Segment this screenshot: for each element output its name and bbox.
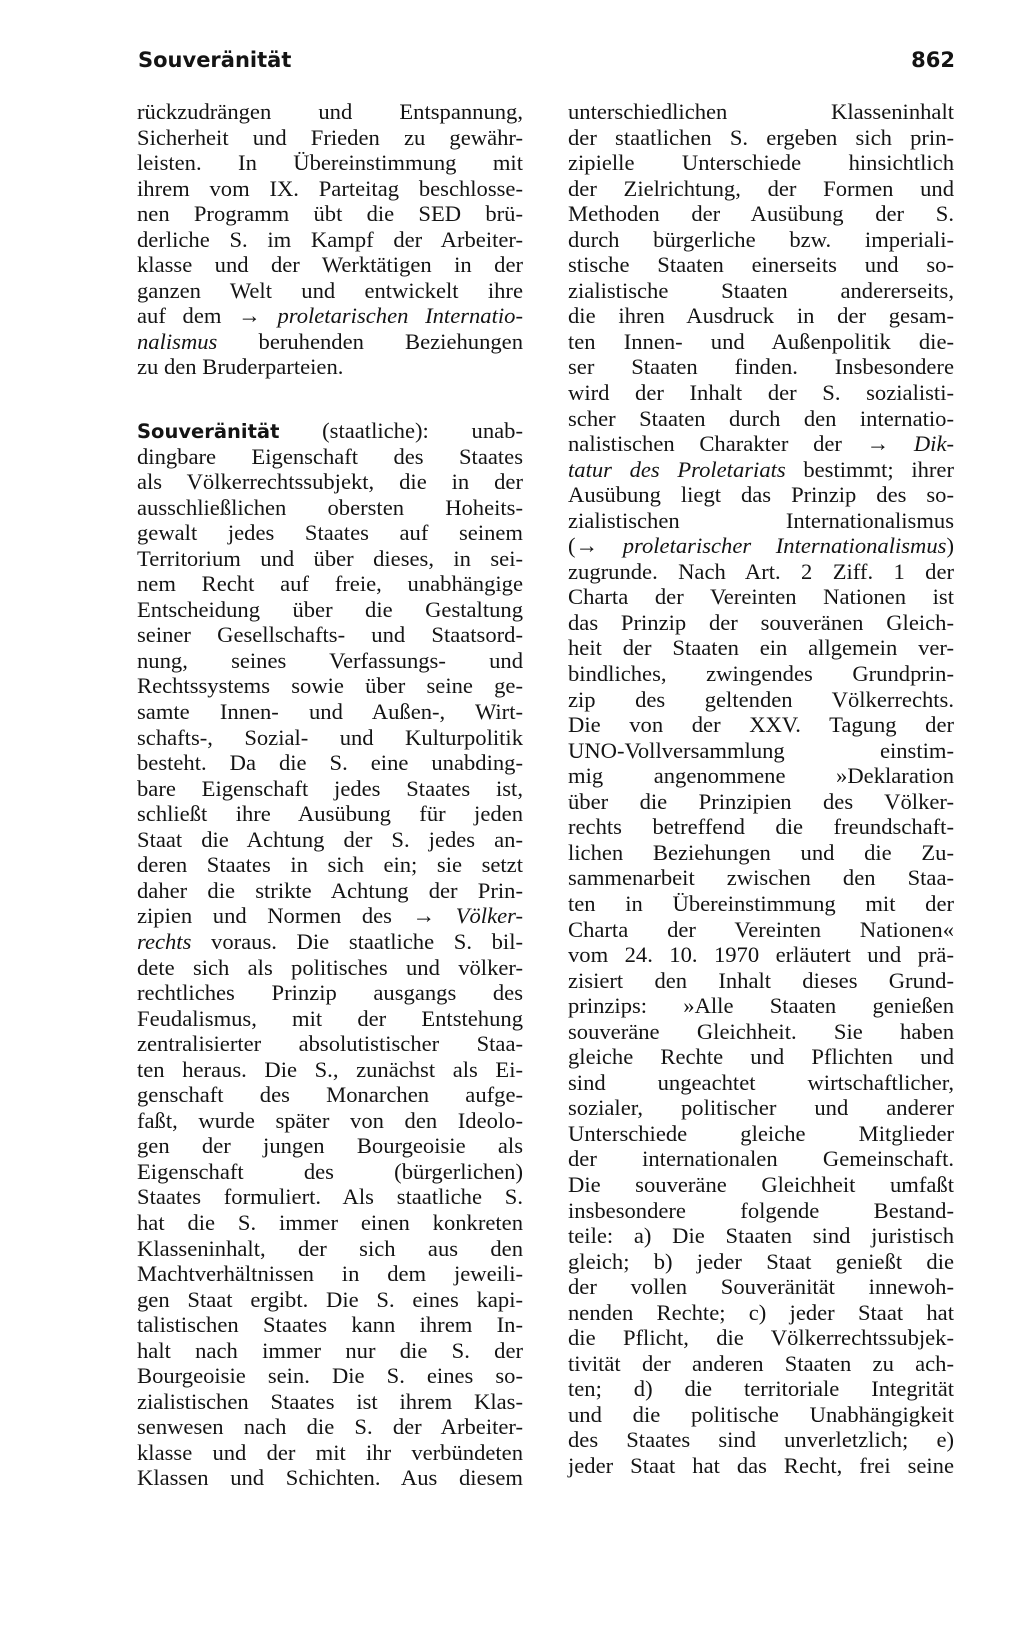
text-line: stische Staaten einerseits und so- (568, 252, 954, 278)
text-line: zialistischen Staates ist ihrem Klas- (137, 1388, 523, 1414)
text-line: derliche S. im Kampf der Arbeiter- (137, 226, 523, 252)
text-line (137, 929, 523, 955)
paren-open: ( (568, 533, 576, 559)
text-line: talistischen Staates kann ihrem In- (137, 1312, 523, 1338)
text-line: Ausübung liegt das Prinzip des so- (568, 482, 954, 508)
entry-first-line (137, 418, 523, 444)
text-line: sind ungeachtet wirtschaftlicher, (568, 1069, 954, 1095)
text-line: Rechtssystems sowie über seine ge- (137, 673, 523, 699)
text-line: bindliches, zwingendes Grundprin- (568, 661, 954, 687)
cross-reference-arrow-icon: → (866, 431, 890, 457)
text-line: Feudalismus, mit der Entstehung (137, 1005, 523, 1031)
text-line: bare Eigenschaft jedes Staates ist, (137, 775, 523, 801)
text-line: zialistische Staaten andererseits, (568, 277, 954, 303)
text-line: zisiert den Inhalt dieses Grund- (568, 967, 954, 993)
text-line: schafts-, Sozial- und Kulturpolitik (137, 724, 523, 750)
text-line: mig angenommene »Deklaration (568, 763, 954, 789)
text-line (568, 457, 954, 483)
entry-separator (137, 380, 523, 418)
text-line: die Pflicht, die Völkerrechtssubjek- (568, 1325, 954, 1351)
text-line: ganzen Welt und entwickelt ihre (137, 277, 523, 303)
text-line: hat die S. immer einen konkreten (137, 1209, 523, 1235)
text-line (137, 303, 523, 329)
text-line: des Staates sind unverletzlich; e) (568, 1427, 954, 1453)
text-line: Unterschiede gleiche Mitglieder (568, 1120, 954, 1146)
text-line: zipielle Unterschiede hinsichtlich (568, 150, 954, 176)
text-line: besteht. Da die S. eine unabding- (137, 750, 523, 776)
text-line: als Völkerrechtssubjekt, die in der (137, 469, 523, 495)
text-line: souveräne Gleichheit. Sie haben (568, 1018, 954, 1044)
text-line: nung, seines Verfassungs- und (137, 647, 523, 673)
text-line: ihrem vom IX. Parteitag beschlosse- (137, 175, 523, 201)
text-line: Bourgeoisie sein. Die S. eines so- (137, 1363, 523, 1389)
page-number: 862 (911, 48, 955, 72)
text-line: der internationalen Gemeinschaft. (568, 1146, 954, 1172)
text-line: daher die strikte Achtung der Prin- (137, 877, 523, 903)
text-line: klasse und der Werktätigen in der (137, 252, 523, 278)
text-line: Klasseninhalt, der sich aus den (137, 1235, 523, 1261)
text-line: deren Staates in sich ein; sie setzt (137, 852, 523, 878)
text-line: teile: a) Die Staaten sind juristisch (568, 1223, 954, 1249)
text-line: zu den Bruderparteien. (137, 354, 344, 380)
text-line: durch bürgerliche bzw. imperiali- (568, 226, 954, 252)
text-line: zialistischen Internationalismus (568, 507, 954, 533)
text-line: zugrunde. Nach Art. 2 Ziff. 1 der (568, 558, 954, 584)
text-segment: nalistischen Charakter der (568, 431, 842, 457)
text-line: genschaft des Monarchen aufge- (137, 1082, 523, 1108)
text-line: gleiche Rechte und Pflichten und (568, 1044, 954, 1070)
text-line: und die politische Unabhängigkeit (568, 1401, 954, 1427)
text-segment: zipien und Normen des (137, 903, 392, 929)
text-line: ser Staaten finden. Insbesondere (568, 354, 954, 380)
text-line: Territorium und über dieses, in sei- (137, 545, 523, 571)
text-line (568, 431, 954, 457)
text-line: Charta der Vereinten Nationen ist (568, 584, 954, 610)
right-column (568, 99, 954, 1479)
text-line: gen Staat ergibt. Die S. eines kapi- (137, 1286, 523, 1312)
text-line: zentralisierter absolutistischer Staa- (137, 1031, 523, 1057)
cross-reference-arrow-icon: → (412, 903, 436, 929)
text-line: lichen Beziehungen und die Zu- (568, 839, 954, 865)
left-column (137, 99, 523, 1491)
text-segment (623, 533, 954, 558)
text-line: das Prinzip der souveränen Gleich- (568, 609, 954, 635)
text-line: Staat die Achtung der S. jedes an- (137, 826, 523, 852)
text-line: Methoden der Ausübung der S. (568, 201, 954, 227)
text-line: über die Prinzipien des Völker- (568, 788, 954, 814)
text-line: rechtliches Prinzip ausgangs des (137, 980, 523, 1006)
text-line: wird der Inhalt der S. sozialisti- (568, 380, 954, 406)
cross-reference-link[interactable]: proletarischer Internationalismus (622, 533, 947, 559)
text-line: ausschließlichen obersten Hoheits- (137, 494, 523, 520)
text-line: Machtverhältnissen in dem jeweili- (137, 1261, 523, 1287)
text-line: faßt, wurde später von den Ideolo- (137, 1107, 523, 1133)
text-line: Eigenschaft des (bürgerlichen) (137, 1158, 523, 1184)
entry-lemma: Souveränität (137, 420, 280, 444)
text-line: insbesondere folgende Bestand- (568, 1197, 954, 1223)
text-line: nenden Rechte; c) jeder Staat hat (568, 1299, 954, 1325)
text-line: gleich; b) jeder Staat genießt die (568, 1248, 954, 1274)
text-line: Charta der Vereinten Nationen« (568, 916, 954, 942)
text-line: UNO-Vollversammlung einstim- (568, 737, 954, 763)
cross-reference-link[interactable]: rechts (137, 928, 192, 954)
text-segment: bestimmt; ihrer (803, 456, 954, 482)
text-line: scher Staaten durch den internatio- (568, 405, 954, 431)
cross-reference-arrow-icon: → (575, 533, 599, 559)
text-line: heit der Staaten ein allgemein ver- (568, 635, 954, 661)
text-line: Sicherheit und Frieden zu gewähr- (137, 124, 523, 150)
text-line (568, 533, 954, 559)
text-line: sozialer, politischer und anderer (568, 1095, 954, 1121)
cross-reference-link[interactable]: nalismus (137, 328, 218, 354)
text-line: ten Innen- und Außenpolitik die- (568, 328, 954, 354)
text-line: ten heraus. Die S., zunächst als Ei- (137, 1056, 523, 1082)
cross-reference-link[interactable]: tatur des Proletariats (568, 456, 786, 482)
cross-reference-arrow-icon: → (238, 303, 261, 329)
text-line: gewalt jedes Staates auf seinem (137, 520, 523, 546)
text-line: gen der jungen Bourgeoisie als (137, 1133, 523, 1159)
text-line: seiner Gesellschafts- und Staatsord- (137, 622, 523, 648)
text-line: nem Recht auf freie, unabhängige (137, 571, 523, 597)
paren-close: ) (946, 533, 954, 559)
text-line: klasse und der mit ihr verbündeten (137, 1439, 523, 1465)
text-line: Klassen und Schichten. Aus diesem (137, 1465, 523, 1491)
text-segment: (staatliche): unab- (322, 418, 523, 444)
text-line: der Zielrichtung, der Formen und (568, 175, 954, 201)
text-line: dingbare Eigenschaft des Staates (137, 443, 523, 469)
text-line: rückzudrängen und Entspannung, (137, 99, 523, 124)
cross-reference-link[interactable]: Völker- (455, 903, 523, 929)
text-line: der vollen Souveränität innewoh- (568, 1274, 954, 1300)
text-line: prinzips: »Alle Staaten genießen (568, 993, 954, 1019)
running-head: Souveränität (138, 48, 292, 72)
cross-reference-link[interactable]: Dik- (913, 431, 955, 457)
text-line (137, 329, 523, 355)
text-line: samte Innen- und Außen-, Wirt- (137, 699, 523, 725)
text-line: dete sich als politisches und völker- (137, 954, 523, 980)
text-line: senwesen nach die S. der Arbeiter- (137, 1414, 523, 1440)
text-line: ten in Übereinstimmung mit der (568, 890, 954, 916)
text-line (137, 903, 523, 929)
text-line: der staatlichen S. ergeben sich prin- (568, 124, 954, 150)
text-line: leisten. In Übereinstimmung mit (137, 150, 523, 176)
text-line: rechts betreffend die freundschaft- (568, 814, 954, 840)
text-line: vom 24. 10. 1970 erläutert und prä- (568, 942, 954, 968)
text-line: die ihren Ausdruck in der gesam- (568, 303, 954, 329)
text-line: Entscheidung über die Gestaltung (137, 596, 523, 622)
text-line: ten; d) die territoriale Integrität (568, 1376, 954, 1402)
text-line: Die souveräne Gleichheit umfaßt (568, 1171, 954, 1197)
text-line: halt nach immer nur die S. der (137, 1337, 523, 1363)
text-line: zip des geltenden Völkerrechts. (568, 686, 954, 712)
text-line: tivität der anderen Staaten zu ach- (568, 1350, 954, 1376)
text-line: Die von der XXV. Tagung der (568, 712, 954, 738)
text-segment (568, 533, 598, 558)
text-line: schließt ihre Ausübung für jeden (137, 801, 523, 827)
text-line: unterschiedlichen Klasseninhalt (568, 99, 954, 124)
text-segment: voraus. Die staatliche S. bil- (211, 928, 523, 954)
text-line: sammenarbeit zwischen den Staa- (568, 865, 954, 891)
cross-reference-link[interactable]: proletarischen Internatio- (277, 303, 523, 329)
text-segment: beruhenden Beziehungen (258, 328, 523, 354)
text-segment: auf dem (137, 303, 222, 329)
text-line: jeder Staat hat das Recht, frei seine (568, 1452, 954, 1478)
text-line: Staates formuliert. Als staatliche S. (137, 1184, 523, 1210)
text-line: nen Programm übt die SED brü- (137, 201, 523, 227)
